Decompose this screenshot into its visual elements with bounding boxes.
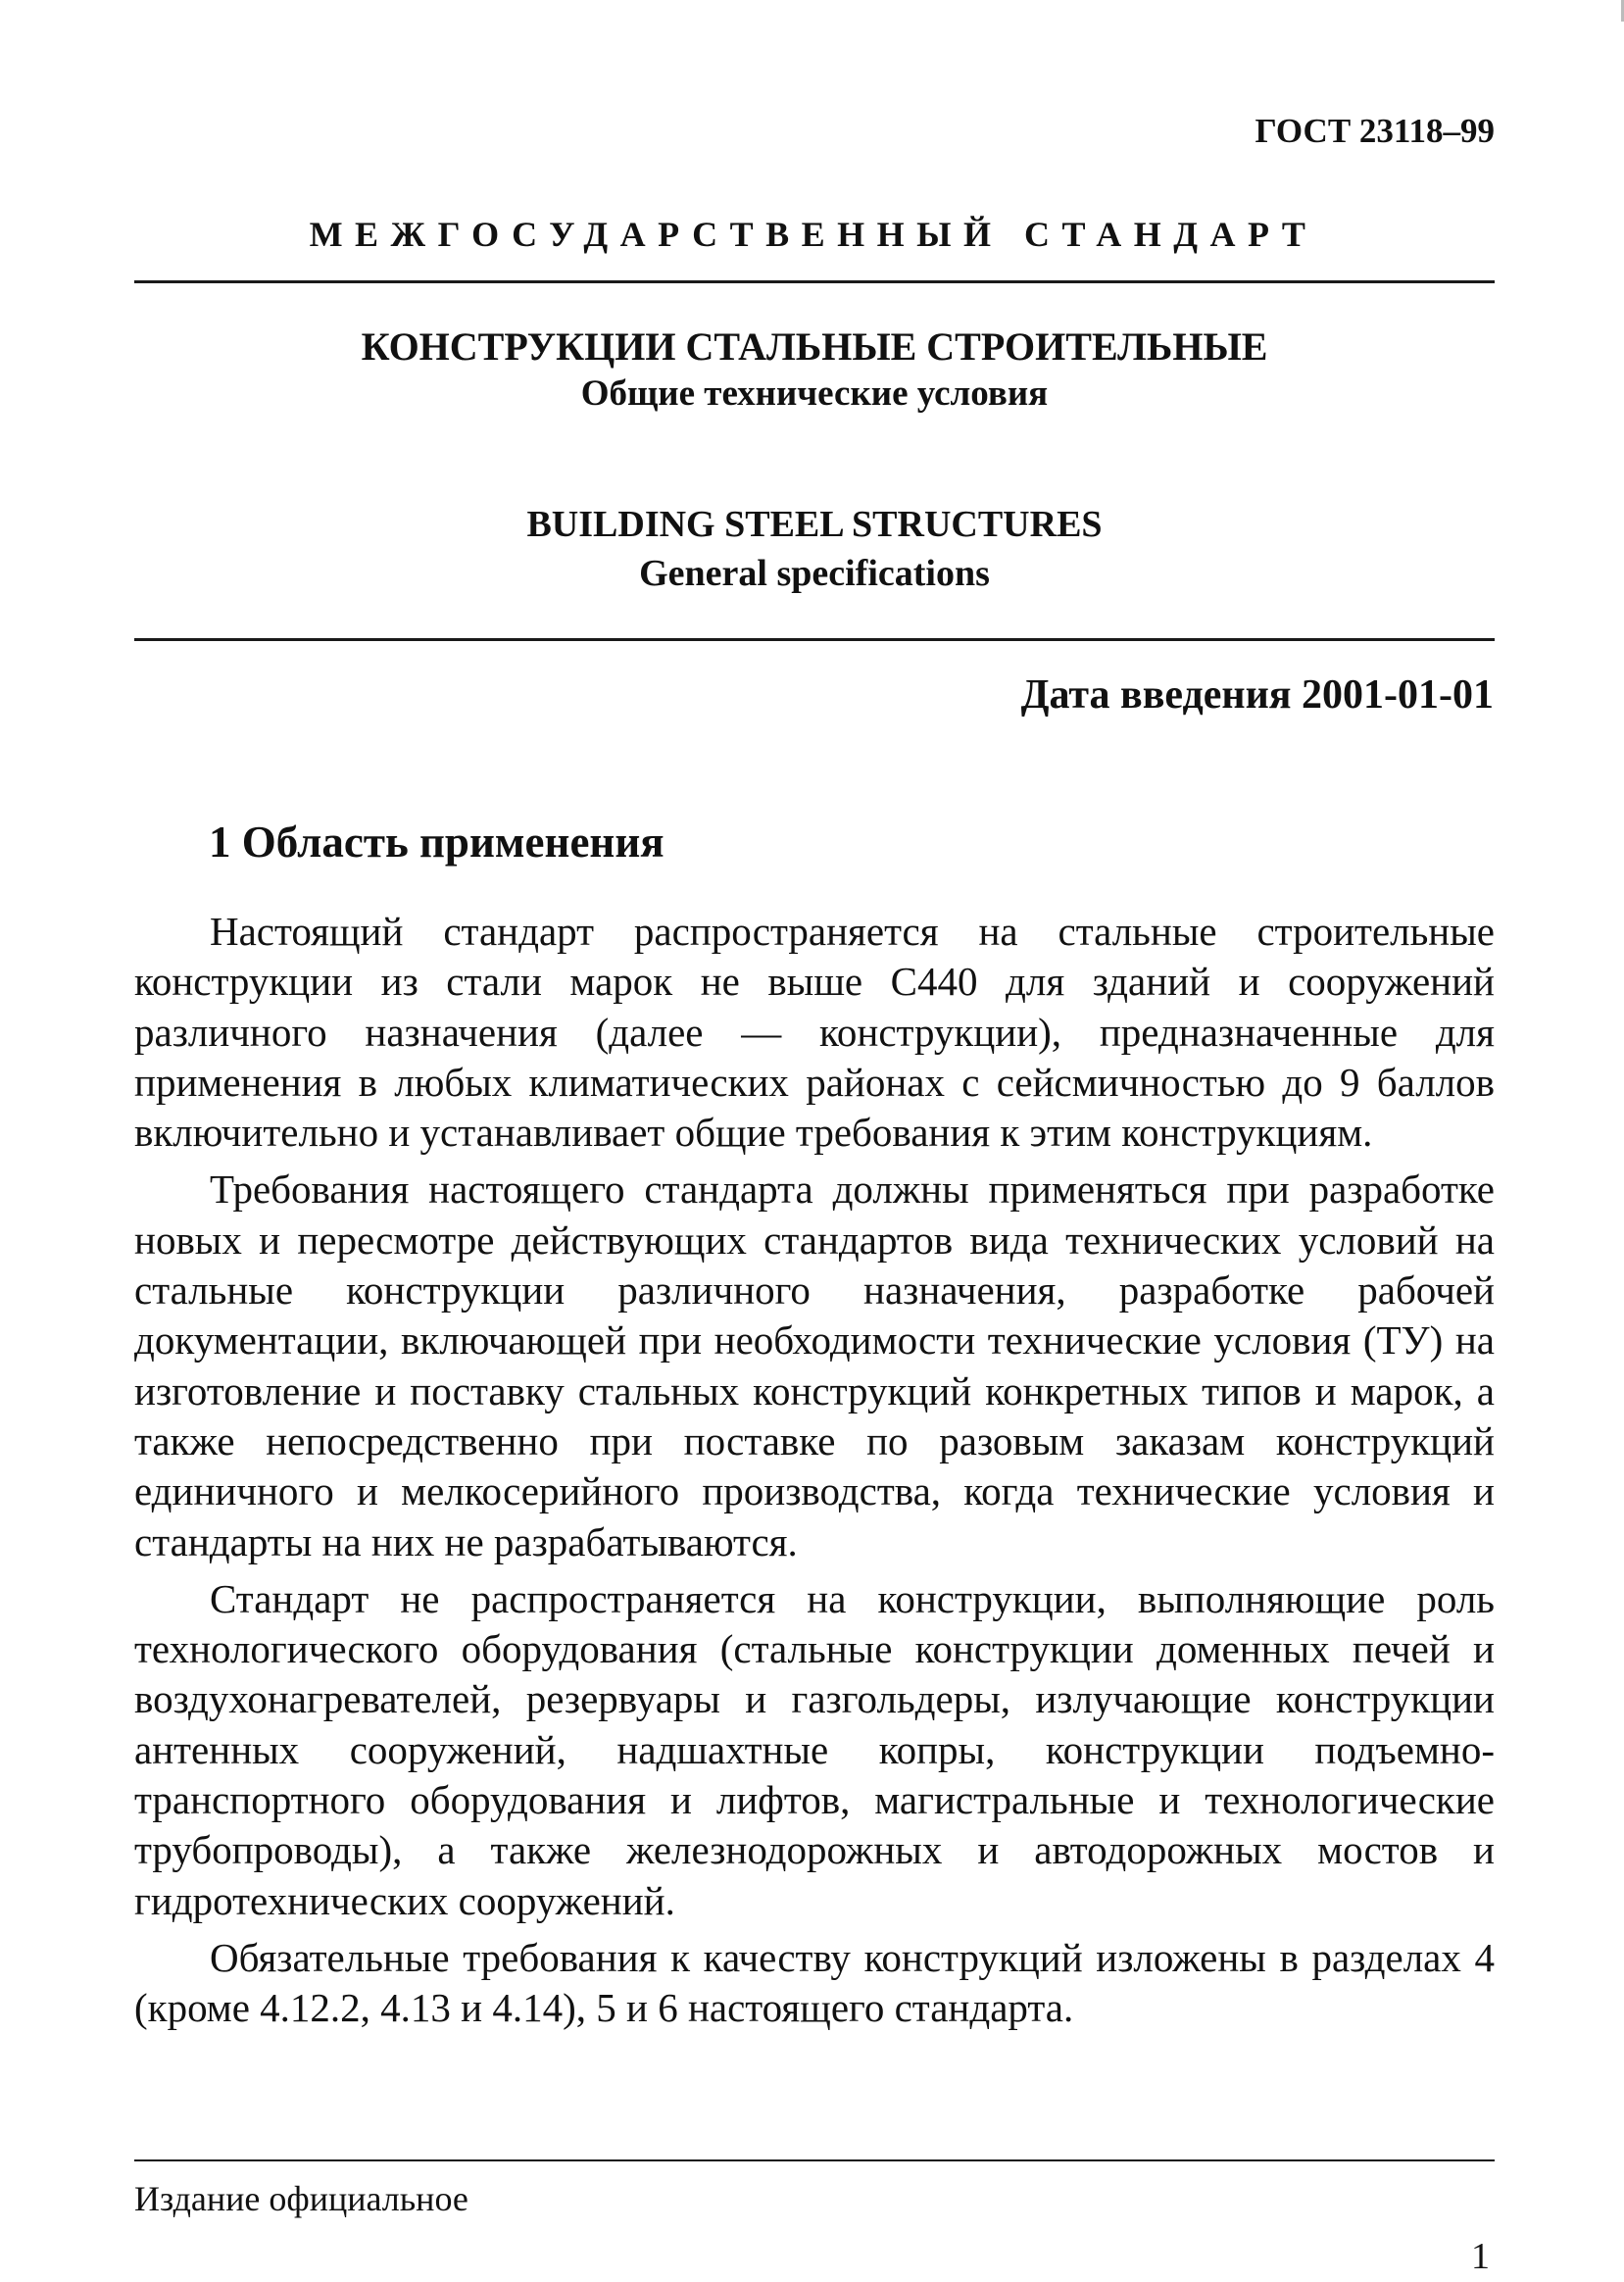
title-english: BUILDING STEEL STRUCTURES: [526, 504, 1103, 545]
paragraph: Требования настоящего стандарта должны применяться при разработке новых и пересмотре действующих стандартов вида технических условий на стальные конструкции различного назначения, разработке рабочей документации, включающей при необходимости технические условия (ТУ) на изготовление и поставку стальных конструкций конкретных типов и марок, а также непосредственно при поставке по разовым заказам конструкций единичного и мелкосерийного производства, когда технические условия и стандарты на них не разрабатываются.: [134, 1166, 1495, 1564]
introduction-date: Дата введения 2001-01-01: [1020, 672, 1494, 718]
subtitle-russian: Общие технические условия: [580, 373, 1049, 414]
paragraph: Стандарт не распространяется на конструкции, выполняющие роль технологического оборудования (стальные конструкции доменных печей и воздухонагревателей, резервуары и газгольдеры, излучающие конструкции антенных сооружений, надшахтные копры, конструкции подъемно-транспортного оборудования и лифтов, магистральные и технологические трубопроводы), а также железнодорожных и автодорожных мостов и гидротехнических сооружений.: [134, 1575, 1495, 1923]
standard-type-heading: МЕЖГОСУДАРСТВЕННЫЙ СТАНДАРТ: [309, 215, 1318, 254]
title-divider: [134, 638, 1495, 641]
footer-divider: [134, 2159, 1495, 2161]
title-russian: КОНСТРУКЦИИ СТАЛЬНЫЕ СТРОИТЕЛЬНЫЕ: [361, 324, 1268, 369]
subtitle-english: General specifications: [639, 553, 990, 594]
gost-code: ГОСТ 23118–99: [1255, 112, 1495, 150]
paragraph: Обязательные требования к качеству конструкций изложены в разделах 4 (кроме 4.12.2, 4.13 и 4.14), 5 и 6 настоящего стандарта.: [134, 1934, 1495, 2031]
top-divider: [134, 280, 1495, 283]
paragraph: Настоящий стандарт распространяется на стальные строительные конструкции из стали марок не выше С440 для зданий и сооружений различного назначения (далее — конструкции), предназначенные для применения в любых климатических районах с сейсмичностью до 9 баллов включительно и устанавливает общие требования к этим конструкциям.: [134, 909, 1495, 1156]
section-heading: 1 Область применения: [209, 818, 664, 867]
edition-note: Издание официальное: [134, 2179, 468, 2218]
page-number: 1: [1471, 2236, 1490, 2277]
section-body: [134, 907, 1495, 2041]
